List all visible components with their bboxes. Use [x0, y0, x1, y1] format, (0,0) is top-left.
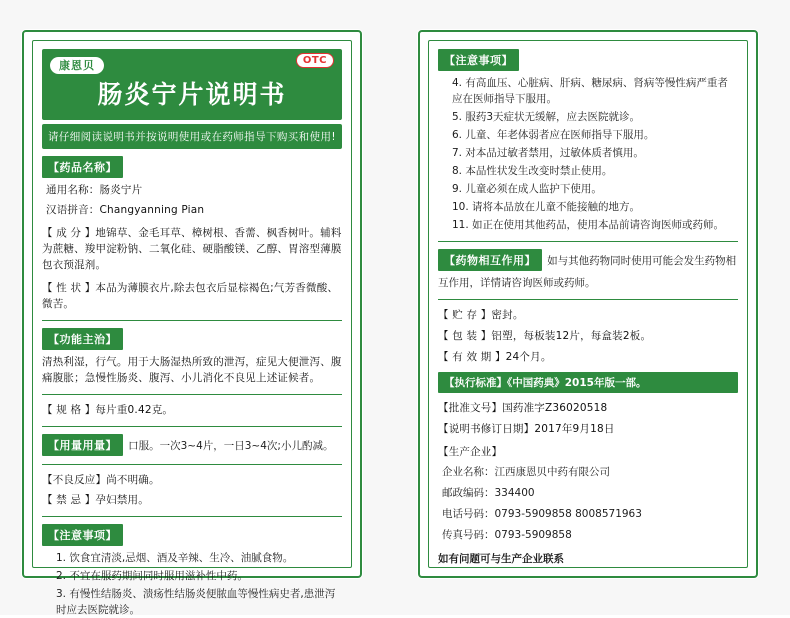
interaction-text: 如与其他药物同时使用可能会发生药物相互作用，详情请咨询医师或药师。 — [438, 255, 737, 289]
section-function — [42, 328, 342, 386]
section-drug-name — [42, 156, 342, 218]
character-label: 【 性 状 】 — [42, 282, 96, 294]
spec-text: 每片重0.42克。 — [95, 404, 174, 416]
precautions-list-left — [42, 550, 342, 618]
right-leaflet-sheet — [418, 30, 758, 578]
phone-label: 电话号码： — [442, 508, 495, 520]
list-item: 5. 服药3天症状无缓解，应去医院就诊。 — [452, 111, 641, 123]
section-spec — [42, 402, 342, 418]
list-item: 2. 不宜在服药期间同时服用滋补性中药。 — [56, 570, 248, 582]
section-ingredients — [42, 225, 342, 273]
approval-text: 国药准字Z36020518 — [502, 402, 608, 414]
brand-logo: 康恩贝 — [50, 57, 104, 74]
divider-3 — [42, 426, 342, 427]
list-item: 3. 有慢性结肠炎、溃疡性结肠炎便脓血等慢性病史者,患泄泻时应去医院就诊。 — [56, 588, 336, 616]
section-manufacturer — [438, 444, 738, 566]
postcode-row — [438, 485, 738, 502]
validity-text: 24个月。 — [505, 351, 552, 363]
postcode-value: 334400 — [494, 487, 535, 499]
list-item: 6. 儿童、年老体弱者应在医师指导下服用。 — [452, 129, 655, 141]
contra-label: 【 禁 忌 】 — [42, 494, 96, 506]
section-precautions-left — [42, 524, 342, 618]
dosage-text: 口服。一次3~4片，一日3~4次;小儿酌减。 — [128, 440, 334, 452]
divider-r1 — [438, 241, 738, 242]
adverse-label: 【不良反应】 — [42, 474, 107, 486]
fax-label: 传真号码： — [442, 529, 495, 541]
precautions-list-right — [438, 75, 738, 233]
divider-4 — [42, 464, 342, 465]
section-approval — [438, 400, 738, 437]
phone-value: 0793-5909858 8008571963 — [494, 508, 642, 520]
company-label: 企业名称： — [442, 466, 495, 478]
standard-bar: 【执行标准】《中国药典》2015年版一部。 — [438, 372, 738, 393]
list-item: 7. 对本品过敏者禁用，过敏体质者慎用。 — [452, 147, 644, 159]
spec-row — [42, 402, 342, 418]
manufacturer-heading: 【生产企业】 — [438, 446, 503, 458]
ingredients-row — [42, 225, 342, 273]
list-item: 11. 如正在使用其他药品，使用本品前请咨询医师或药师。 — [452, 219, 725, 231]
left-inner-frame — [32, 40, 352, 616]
character-row — [42, 280, 342, 312]
list-item: 1. 饮食宜清淡,忌烟、酒及辛辣、生冷、油腻食物。 — [56, 552, 294, 564]
fax-value: 0793-5909858 — [494, 529, 572, 541]
contra-text: 孕妇禁用。 — [95, 494, 149, 506]
left-leaflet-sheet — [22, 30, 362, 616]
fax-row — [438, 527, 738, 544]
phone-row — [438, 506, 738, 523]
section-adverse — [42, 472, 342, 508]
precautions-heading-left: 【注意事项】 — [42, 524, 123, 546]
read-notice-bar: 请仔细阅读说明书并按说明使用或在药师指导下购买和使用! — [42, 124, 342, 149]
generic-name-line: 通用名称：肠炎宁片 — [46, 184, 143, 196]
dosage-heading: 【用量用量】 — [42, 434, 123, 456]
character-text: 本品为薄膜衣片,除去包衣后显棕褐色;气芳香微酸、微苦。 — [42, 282, 339, 310]
company-name: 江西康恩贝中药有限公司 — [494, 466, 610, 478]
function-heading: 【功能主治】 — [42, 328, 123, 350]
logo-row — [50, 57, 334, 74]
precautions-heading-right: 【注意事项】 — [438, 49, 519, 71]
storage-text: 密封。 — [491, 309, 524, 321]
list-item: 9. 儿童必须在成人监护下使用。 — [452, 183, 602, 195]
leaflet-header — [42, 49, 342, 120]
spec-label: 【 规 格 】 — [42, 404, 96, 416]
storage-label: 【 贮 存 】 — [438, 309, 492, 321]
package-label: 【 包 装 】 — [438, 330, 492, 342]
approval-label: 【批准文号】 — [438, 402, 503, 414]
section-precautions-right — [438, 49, 738, 233]
validity-row — [438, 349, 738, 365]
adverse-row — [42, 472, 342, 488]
adverse-text: 尚不明确。 — [106, 474, 160, 486]
postcode-label: 邮政编码： — [442, 487, 495, 499]
contra-row — [42, 492, 342, 508]
section-character — [42, 280, 342, 312]
pinyin-line: 汉语拼音：Changyanning Pian — [46, 204, 205, 216]
ingredients-text: 地锦草、金毛耳草、樟树根、香薷、枫香树叶。辅料为蔗糖、羧甲淀粉钠、二氧化硅、硬脂酸镁、乙醇、胃溶型薄膜包衣预混剂。 — [42, 227, 342, 271]
divider-5 — [42, 516, 342, 517]
package-row — [438, 328, 738, 344]
section-dosage — [42, 434, 342, 456]
contact-footer: 如有问题可与生产企业联系 — [438, 553, 564, 565]
revision-text: 2017年9月18日 — [534, 423, 615, 435]
validity-label: 【 有 效 期 】 — [438, 351, 506, 363]
ingredients-label: 【 成 分 】 — [42, 227, 96, 239]
drug-name-heading: 【药品名称】 — [42, 156, 123, 178]
revision-label: 【说明书修订日期】 — [438, 423, 535, 435]
approval-row — [438, 400, 738, 416]
section-storage — [438, 307, 738, 365]
revision-row — [438, 421, 738, 437]
section-interaction — [438, 249, 738, 291]
list-item: 4. 有高血压、心脏病、肝病、糖尿病、肾病等慢性病严重者应在医师指导下服用。 — [452, 77, 728, 105]
divider-2 — [42, 394, 342, 395]
company-row — [438, 464, 738, 481]
function-text: 清热利湿，行气。用于大肠湿热所致的泄泻，症见大便泄泻、腹痛腹胀；急慢性肠炎、腹泻、小儿消化不良见上述证候者。 — [42, 356, 342, 384]
right-inner-frame — [428, 40, 748, 568]
storage-row — [438, 307, 738, 323]
interaction-heading: 【药物相互作用】 — [438, 249, 542, 271]
otc-badge: OTC — [296, 53, 334, 68]
page-title: 肠炎宁片说明书 — [97, 80, 287, 109]
list-item: 10. 请将本品放在儿童不能接触的地方。 — [452, 201, 641, 213]
package-text: 铝塑，每板装12片，每盒装2板。 — [491, 330, 652, 342]
list-item: 8. 本品性状发生改变时禁止使用。 — [452, 165, 613, 177]
divider-1 — [42, 320, 342, 321]
divider-r2 — [438, 299, 738, 300]
